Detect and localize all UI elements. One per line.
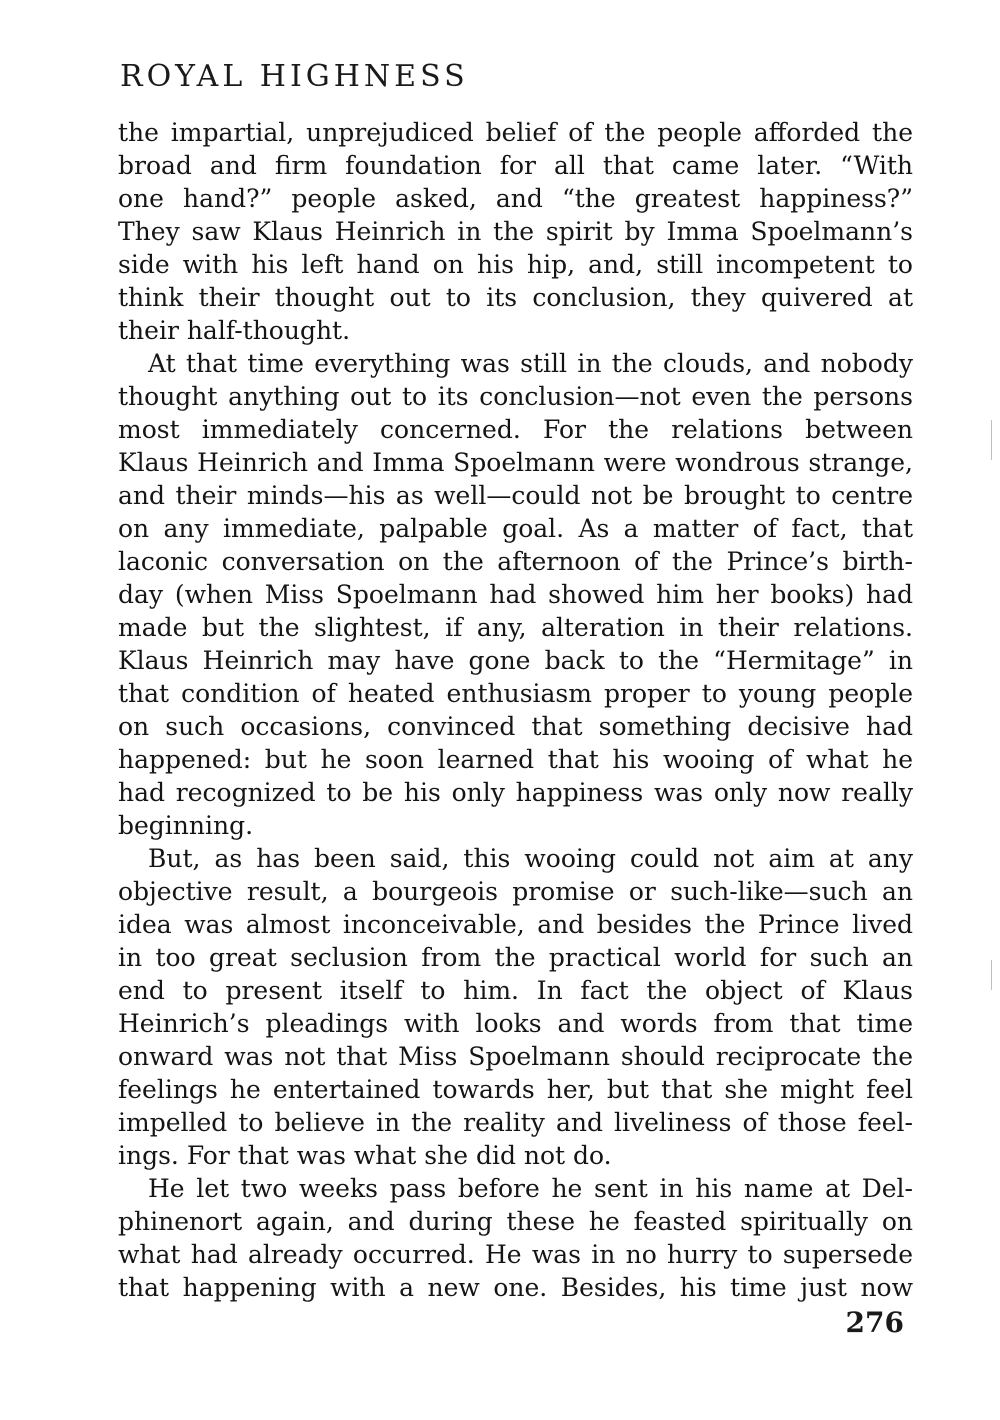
text-line: He let two weeks pass before he sent in his name at Del- xyxy=(148,1174,913,1203)
text-line: ings. For that was what she did not do. xyxy=(118,1141,612,1170)
margin-mark xyxy=(991,960,992,990)
page-number: 276 xyxy=(845,1306,904,1339)
text-line: objective result, a bourgeois promise or such-like—such an xyxy=(118,877,913,906)
text-line: that happening with a new one. Besides, his time just now xyxy=(118,1273,913,1302)
text-line: Klaus Heinrich and Imma Spoelmann were wondrous strange, xyxy=(118,448,913,477)
text-line: the impartial, unprejudiced belief of the people afforded the xyxy=(118,118,913,147)
body-text xyxy=(118,116,913,1304)
text-line: thought anything out to its conclusion—not even the persons xyxy=(118,382,913,411)
text-line: side with his left hand on his hip, and, still incompetent to xyxy=(118,250,913,279)
running-head: ROYAL HIGHNESS xyxy=(120,59,469,94)
text-line: day (when Miss Spoelmann had showed him her books) had xyxy=(118,580,913,609)
text-line: They saw Klaus Heinrich in the spirit by Imma Spoelmann’s xyxy=(118,217,913,246)
paragraph xyxy=(118,842,913,1172)
text-line: that condition of heated enthusiasm proper to young people xyxy=(118,679,913,708)
text-line: end to present itself to him. In fact the object of Klaus xyxy=(118,976,913,1005)
text-line: one hand?” people asked, and “the greatest happiness?” xyxy=(118,184,913,213)
text-line: in too great seclusion from the practical world for such an xyxy=(118,943,913,972)
paragraph xyxy=(118,116,913,347)
text-line: broad and firm foundation for all that came later. “With xyxy=(118,151,913,180)
text-line: But, as has been said, this wooing could not aim at any xyxy=(148,844,913,873)
text-line: impelled to believe in the reality and liveliness of those feel- xyxy=(118,1108,913,1137)
text-line: and their minds—his as well—could not be brought to centre xyxy=(118,481,913,510)
text-line: what had already occurred. He was in no hurry to supersede xyxy=(118,1240,913,1269)
text-line: Klaus Heinrich may have gone back to the “Hermitage” in xyxy=(118,646,913,675)
paragraph xyxy=(118,1172,913,1304)
text-line: phinenort again, and during these he feasted spiritually on xyxy=(118,1207,913,1236)
text-line: think their thought out to its conclusion, they quivered at xyxy=(118,283,913,312)
text-line: most immediately concerned. For the relations between xyxy=(118,415,913,444)
text-line: on any immediate, palpable goal. As a matter of fact, that xyxy=(118,514,913,543)
paragraph xyxy=(118,347,913,842)
text-line: made but the slightest, if any, alteration in their relations. xyxy=(118,613,913,642)
text-line: their half-thought. xyxy=(118,316,351,345)
text-line: Heinrich’s pleadings with looks and words from that time xyxy=(118,1009,913,1038)
margin-mark xyxy=(991,420,992,460)
text-line: laconic conversation on the afternoon of the Prince’s birth- xyxy=(118,547,913,576)
text-line: had recognized to be his only happiness was only now really xyxy=(118,778,913,807)
text-line: At that time everything was still in the clouds, and nobody xyxy=(148,349,913,378)
text-line: beginning. xyxy=(118,811,254,840)
text-line: onward was not that Miss Spoelmann should reciprocate the xyxy=(118,1042,913,1071)
text-line: happened: but he soon learned that his wooing of what he xyxy=(118,745,913,774)
text-line: idea was almost inconceivable, and besides the Prince lived xyxy=(118,910,913,939)
text-line: feelings he entertained towards her, but that she might feel xyxy=(118,1075,913,1104)
text-line: on such occasions, convinced that something decisive had xyxy=(118,712,913,741)
